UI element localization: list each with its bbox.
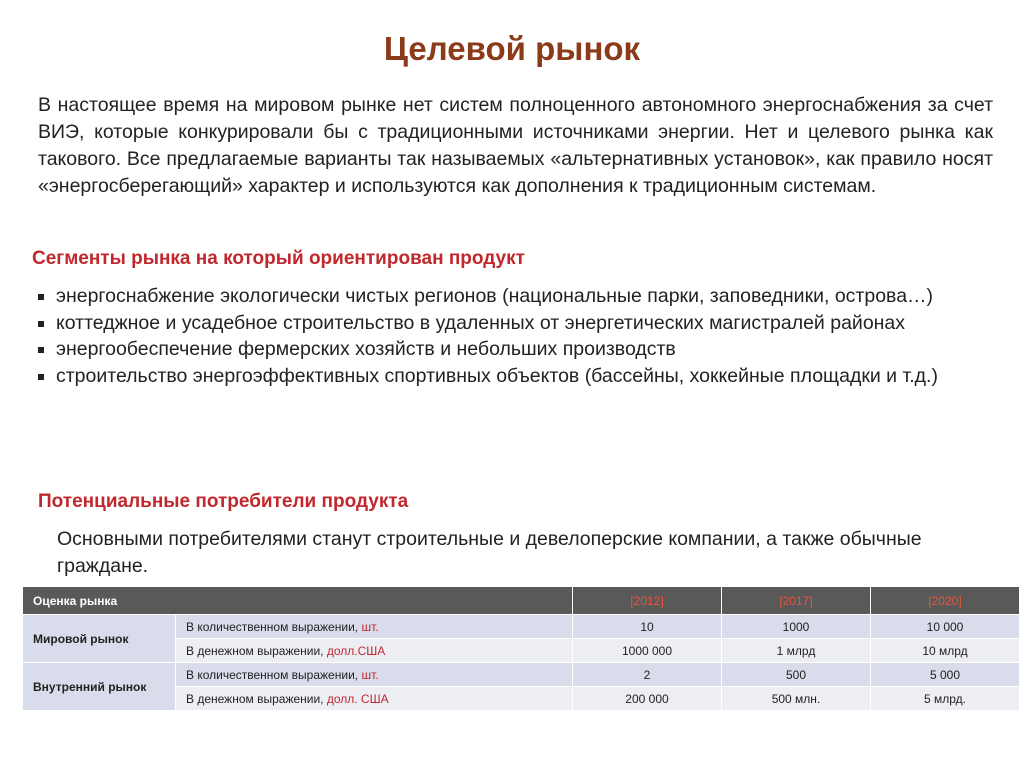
table-row: [23, 615, 1020, 639]
list-item: [36, 283, 976, 310]
row-description: [176, 687, 573, 711]
table-row: [23, 663, 1020, 687]
square-bullet-icon: [38, 294, 44, 300]
year-header: [2012]: [573, 587, 722, 615]
row-unit: шт.: [361, 667, 379, 682]
list-item-text: энергоснабжение экологически чистых регионов (национальные парки, заповедники, острова…): [56, 285, 934, 307]
segments-list: [36, 283, 976, 389]
group-label: Внутренний рынок: [23, 663, 176, 711]
group-label: Мировой рынок: [23, 615, 176, 663]
consumers-heading: Потенциальные потребители продукта: [38, 491, 409, 512]
segments-heading: Сегменты рынка на который ориентирован продукт: [32, 248, 525, 269]
page-title: Целевой рынок: [383, 30, 641, 67]
intro-paragraph: В настоящее время на мировом рынке нет систем полноценного автономного энергоснабжения за счет ВИЭ, которые конкурировали бы с традиционными источниками энергии. Нет и целевого рынка как такового. Все предлагаемые варианты так называемых «альтернативных установок», как правило носят «энергосберегающий» характер и используются как дополнения к традиционным системам.: [38, 94, 993, 197]
table-cell: 10 млрд: [871, 639, 1020, 663]
table-cell: 500: [722, 663, 871, 687]
square-bullet-icon: [38, 347, 44, 353]
table-header-row: [23, 587, 1020, 615]
row-label: В количественном выражении,: [186, 619, 362, 634]
square-bullet-icon: [38, 374, 44, 380]
table-cell: 500 млн.: [722, 687, 871, 711]
consumers-paragraph: Основными потребителями станут строительные и девелоперские компании, а также обычные граждане.: [57, 528, 922, 577]
row-unit: долл.США: [326, 643, 386, 658]
table-cell: 2: [573, 663, 722, 687]
table-cell: 1 млрд: [722, 639, 871, 663]
table-cell: 10: [573, 615, 722, 639]
year-header: [2020]: [871, 587, 1020, 615]
table-cell: 200 000: [573, 687, 722, 711]
row-label: В денежном выражении,: [186, 691, 327, 706]
list-item-text: коттеджное и усадебное строительство в удаленных от энергетических магистралей районах: [56, 311, 906, 334]
market-estimate-table: [22, 586, 1020, 711]
row-unit: шт.: [361, 619, 379, 634]
list-item: [36, 336, 976, 363]
list-item-text: энергообеспечение фермерских хозяйств и небольших производств: [56, 338, 676, 360]
row-unit: долл. США: [326, 691, 389, 706]
table-cell: 1000 000: [573, 639, 722, 663]
year-header: [2017]: [722, 587, 871, 615]
row-label: В денежном выражении,: [186, 643, 327, 658]
table-cell: 10 000: [871, 615, 1020, 639]
table-cell: 1000: [722, 615, 871, 639]
table-cell: 5 млрд.: [871, 687, 1020, 711]
row-description: [176, 663, 573, 687]
row-description: [176, 639, 573, 663]
row-description: [176, 615, 573, 639]
list-item-text: строительство энергоэффективных спортивных объектов (бассейны, хоккейные площадки и т.д.): [56, 364, 938, 387]
table-cell: 5 000: [871, 663, 1020, 687]
table-header-label: Оценка рынка: [23, 587, 573, 615]
list-item: [36, 363, 976, 390]
square-bullet-icon: [38, 321, 44, 327]
list-item: [36, 310, 976, 337]
row-label: В количественном выражении,: [186, 667, 362, 682]
